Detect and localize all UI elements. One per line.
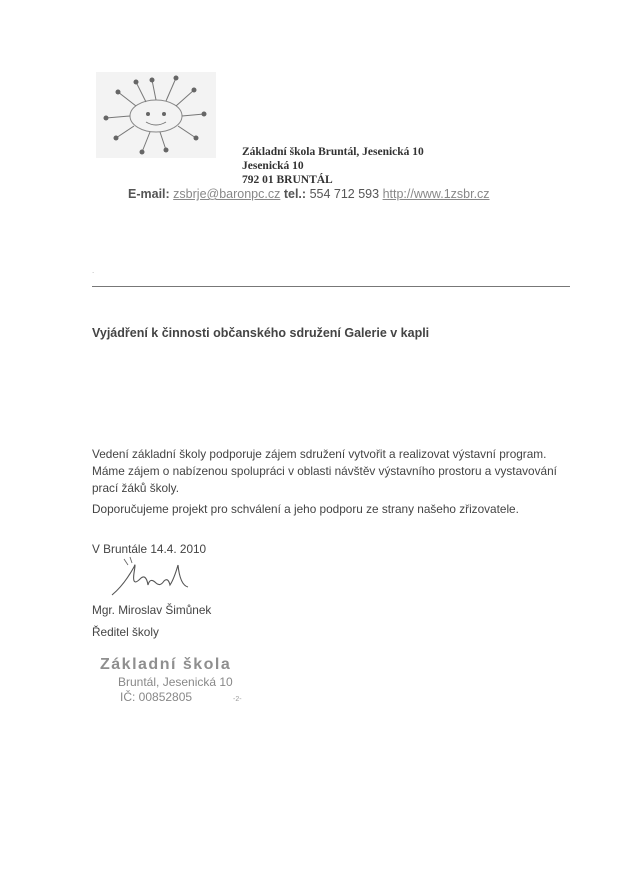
handwritten-signature [104,555,204,605]
body-line: Vedení základní školy podporuje zájem sdružení vytvořit a realizovat výstavní program. [92,447,547,461]
body-line: prací žáků školy. [92,481,179,495]
school-stamp [100,656,260,716]
web-link[interactable]: http://www.1zsbr.cz [382,187,490,201]
school-logo [96,72,216,158]
tel-value: 554 712 593 [309,187,380,201]
contact-line [128,187,490,201]
divider [92,286,570,287]
email-link[interactable]: zsbrje@baronpc.cz [173,187,281,201]
street-line: Jesenická 10 [242,160,304,172]
signatory-role: Ředitel školy [92,625,159,639]
stamp-number: -2- [233,696,242,703]
letter-title: Vyjádření k činnosti občanského sdružení Galerie v kapli [92,326,430,340]
stamp-title: Základní škola [100,656,232,673]
signatory-name: Mgr. Miroslav Šimůnek [92,603,212,617]
letter-body [92,446,592,518]
tel-label: tel.: [283,187,307,201]
stamp-id: IČ: 00852805 [120,690,193,704]
email-label: E-mail: [128,187,170,201]
school-name-line: Základní škola Bruntál, Jesenická 10 [242,146,424,158]
stamp-address: Bruntál, Jesenická 10 [118,675,233,689]
body-line: Doporučujeme projekt pro schválení a jeho podporu ze strany našeho zřizovatele. [92,502,519,516]
body-line: Máme zájem o nabízenou spolupráci v oblasti návštěv výstavního prostoru a vystavování [92,464,557,478]
place-date: V Bruntále 14.4. 2010 [92,542,207,556]
city-line: 792 01 BRUNTÁL [242,174,333,186]
scan-dot: . [92,266,95,275]
